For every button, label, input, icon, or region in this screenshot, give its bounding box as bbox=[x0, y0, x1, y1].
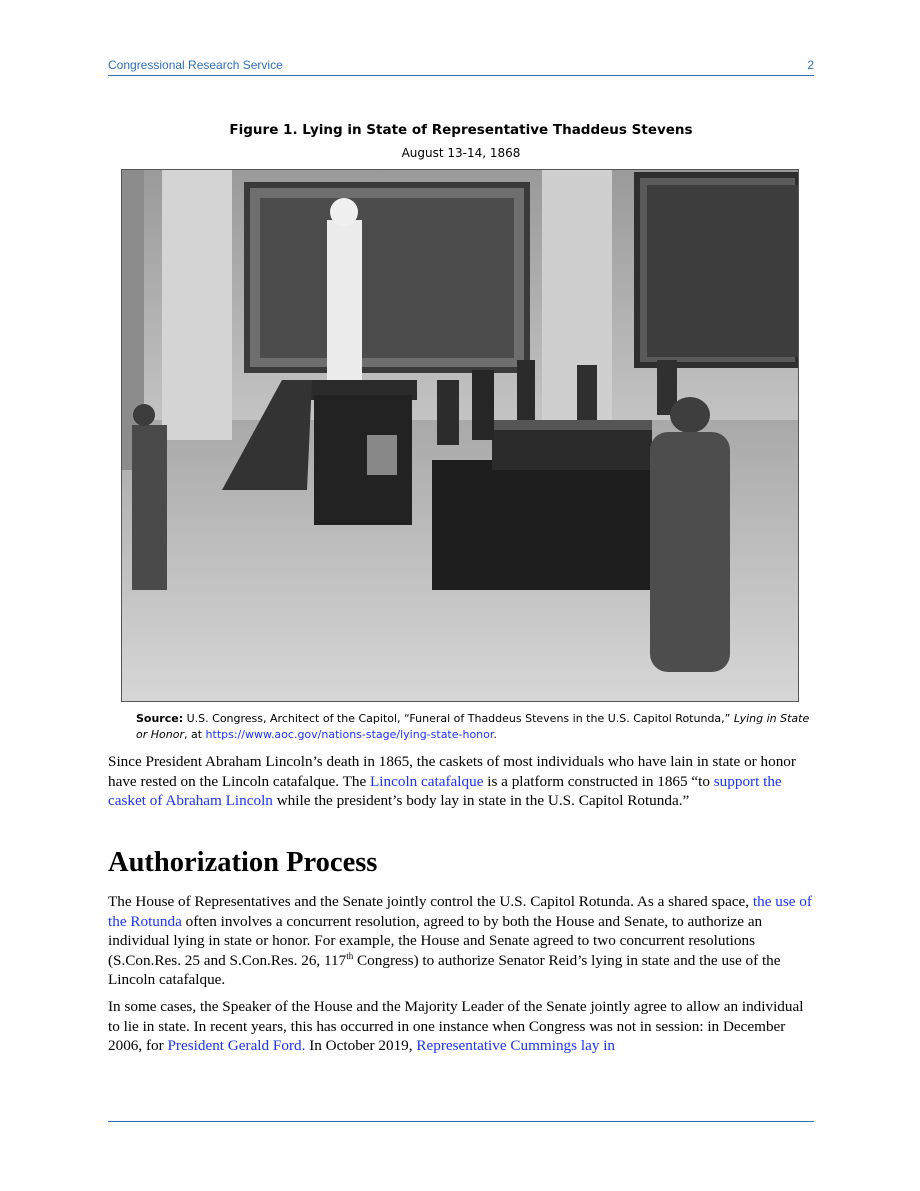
p1-text-a: Since President Abraham Lincoln’s death in 1865, the caskets of most individuals who have lain in state or honor have rested on the Lincoln catafalque. The bbox=[108, 753, 796, 790]
figure-source bbox=[136, 711, 812, 743]
section-heading: Authorization Process bbox=[108, 847, 378, 878]
source-label: Source: bbox=[136, 712, 184, 725]
page-number: 2 bbox=[807, 58, 814, 72]
figure-subtitle: August 13-14, 1868 bbox=[401, 146, 521, 160]
header-org: Congressional Research Service bbox=[108, 58, 283, 72]
support-casket-link[interactable]: support the casket of Abraham Lincoln bbox=[108, 772, 782, 810]
p3-text-a: In some cases, the Speaker of the House and the Majority Leader of the Senate jointly agree to allow an individual to lie in state. In recent years, this has occurred in one instance when Congress was not in session: in December 2006, for bbox=[108, 998, 804, 1055]
source-end: . bbox=[493, 728, 497, 741]
paragraph-catafalque bbox=[108, 752, 814, 811]
figure-title: Figure 1. Lying in State of Representative Thaddeus Stevens bbox=[229, 122, 693, 138]
source-text: U.S. Congress, Architect of the Capitol, “Funeral of Thaddeus Stevens in the U.S. Capitol Rotunda,” bbox=[186, 712, 731, 725]
paragraph-authorization bbox=[108, 892, 814, 990]
page-header bbox=[108, 57, 814, 76]
p1-text-c: while the president’s body lay in state in the U.S. Capitol Rotunda.” bbox=[276, 792, 690, 810]
p2-text-b: often involves a concurrent resolution, agreed to by both the House and Senate, to authorize an individual lying in state or honor. For example, the House and Senate agreed to two concurrent resolutions (S.Con.Res. 25 and S.Con.Res. 26, 117 bbox=[108, 912, 763, 969]
p2-text-a: The House of Representatives and the Senate jointly control the U.S. Capitol Rotunda. As a shared space, bbox=[108, 893, 750, 910]
gerald-ford-link[interactable]: President Gerald Ford. bbox=[167, 1037, 306, 1055]
figure-photo bbox=[121, 169, 799, 702]
use-of-rotunda-link[interactable]: the use of the Rotunda bbox=[108, 893, 812, 930]
paragraph-speaker bbox=[108, 997, 814, 1056]
footer-rule bbox=[108, 1121, 814, 1122]
source-italic: Lying in State or Honor bbox=[136, 712, 810, 741]
p2-superscript: th bbox=[346, 950, 354, 961]
source-url-link[interactable]: https://www.aoc.gov/nations-stage/lying-state-honor bbox=[205, 728, 494, 741]
lincoln-catafalque-link[interactable]: Lincoln catafalque bbox=[370, 772, 484, 790]
p2-text-c: Congress) to authorize Senator Reid’s lying in state and the use of the Lincoln catafalque. bbox=[108, 951, 781, 989]
rotunda-photo-illustration bbox=[122, 170, 798, 701]
p3-text-b: In October 2019, bbox=[309, 1037, 413, 1055]
p1-text-b: is a platform constructed in 1865 “to bbox=[487, 772, 710, 790]
cummings-link[interactable]: Representative Cummings lay in bbox=[416, 1037, 616, 1055]
source-at: , at bbox=[183, 728, 203, 741]
